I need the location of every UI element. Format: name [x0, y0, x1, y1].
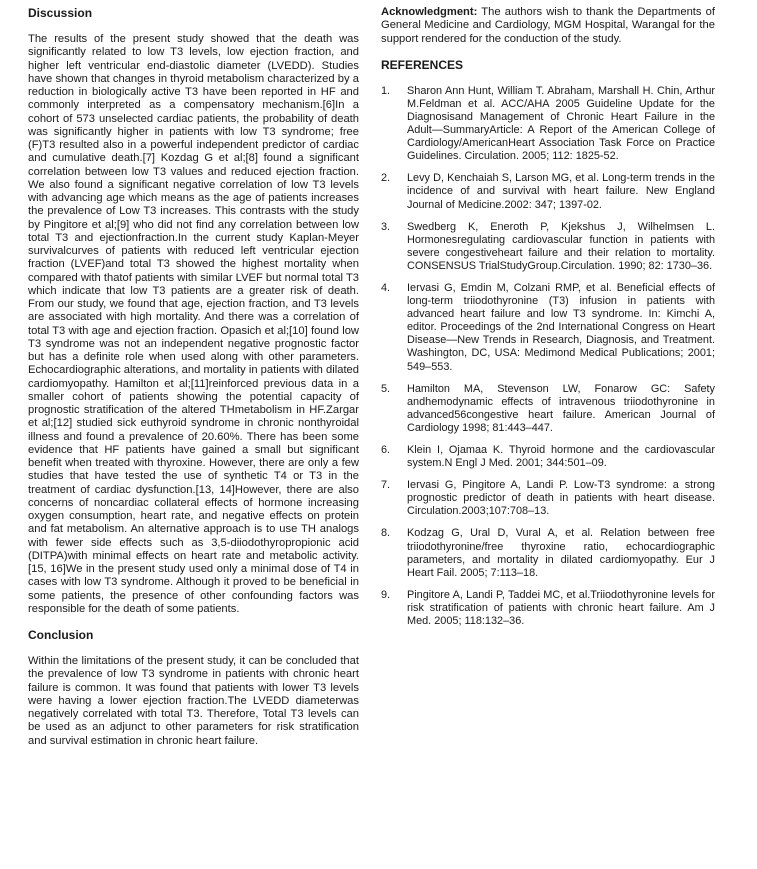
reference-number: 5. — [381, 382, 391, 395]
reference-item — [381, 282, 715, 374]
reference-number: 2. — [381, 172, 391, 185]
reference-item — [381, 221, 715, 273]
reference-text: Sharon Ann Hunt, William T. Abraham, Marshall H. Chin, Arthur M.Feldman et al. ACC/AHA 2005 Guideline Update for the Diagnosisand Management of Chronic Heart Failure in the Adult—SummaryArticle: A Report of the American College of Cardiology/AmericanHeart Association Task Force on Practice Guidelines. Circulation. 2005; 112: 1825-52. — [407, 84, 715, 163]
reference-text: Kodzag G, Ural D, Vural A, et al. Relation between free triiodothyronine/free thyroxine ratio, echocardiographic parameters, and mortality in dilated cardiomyopathy. Eur J Heart Fail. 2005; 7:113–18. — [407, 527, 715, 579]
reference-item — [381, 444, 715, 470]
reference-text: Iervasi G, Pingitore A, Landi P. Low-T3 syndrome: a strong prognostic predictor of death in patients with heart disease. Circulation.2003;107:708–13. — [407, 479, 715, 518]
conclusion-heading: Conclusion — [28, 628, 94, 642]
reference-number: 8. — [381, 527, 391, 540]
reference-number: 7. — [381, 479, 391, 492]
reference-text: Hamilton MA, Stevenson LW, Fonarow GC: Safety andhemodynamic effects of intravenous triiodothyronine in advanced56congestive heart failure. American Journal of Cardiology 1998; 81:443–447. — [407, 382, 715, 434]
reference-text: Swedberg K, Eneroth P, Kjekshus J, Wilhelmsen L. Hormonesregulating cardiovascular function in patients with severe congestiveheart failure and their relation to mortality. CONSENSUS TrialStudyGroup.Circulation. 1990; 82: 1730–36. — [407, 220, 715, 272]
reference-item — [381, 172, 715, 211]
reference-number: 9. — [381, 588, 391, 601]
left-column — [28, 6, 359, 869]
reference-item — [381, 589, 715, 628]
reference-number: 3. — [381, 220, 391, 233]
conclusion-paragraph: Within the limitations of the present study, it can be concluded that the prevalence of low T3 syndrome in patients with chronic heart failure is common. It was found that patients with lower T3 levels were having a lower ejection fraction.The LVEDD diameterwas negatively correlated with total T3. Therefore, Total T3 levels can be used as an adjunct to other parameters for risk stratification and survival estimation in chronic heart failure. — [28, 655, 359, 747]
reference-text: Iervasi G, Emdin M, Colzani RMP, et al. Beneficial effects of long-term triiodothyronine (T3) infusion in patients with advanced heart failure and low T3 syndrome. In: Kimchi A, editor. Proceedings of the 2nd International Congress on Heart Disease—New Trends in Research, Diagnosis, and Treatment. Washington, DC, USA: Medimond Medical Publications; 2001; 549–553. — [407, 281, 715, 373]
reference-item — [381, 479, 715, 518]
reference-item — [381, 85, 715, 164]
reference-number: 1. — [381, 84, 391, 97]
reference-text: Levy D, Kenchaiah S, Larson MG, et al. Long-term trends in the incidence of and survival with heart failure. New England Journal of Medicine.2002: 347; 1397-02. — [407, 172, 715, 211]
reference-number: 6. — [381, 444, 391, 456]
reference-item — [381, 527, 715, 579]
discussion-heading: Discussion — [28, 6, 93, 20]
reference-list — [381, 85, 715, 628]
reference-text: Klein I, Ojamaa K. Thyroid hormone and the cardiovascular system.N Engl J Med. 2001; 344:501–09. — [407, 444, 715, 470]
acknowledgment-label: Acknowledgment: — [381, 6, 478, 18]
acknowledgment — [381, 6, 715, 46]
reference-item — [381, 383, 715, 435]
right-column — [381, 6, 715, 869]
acknowledgment-text: The authors wish to thank the Departments of General Medicine and Cardiology, MGM Hospital, Warangal for the support rendered for the conduction of the study. — [381, 6, 715, 45]
reference-text: Pingitore A, Landi P, Taddei MC, et al.Triiodothyronine levels for risk stratification of patients with chronic heart failure. Am J Med. 2005; 118:132–36. — [407, 588, 715, 628]
reference-number: 4. — [381, 281, 391, 294]
references-heading: REFERENCES — [381, 57, 464, 72]
discussion-paragraph: The results of the present study showed that the death was significantly related to low T3 levels, low ejection fraction, and higher left ventricular end-diastolic diameter (LVEDD). Studies have shown that changes in thyroid metabolism characterized by a reduction in biologically active T3 have been reported in HF and commonly interpreted as a compensatory mechanism.[6]In a cohort of 573 unselected cardiac patients, the probability of death was significantly higher in patients with low T3 syndrome; free (F)T3 resulted also in a powerful independent predictor of cardiac and cumulative death.[7] Kozdag G et al;[8] found a significant correlation between low T3 values and reduced ejection fraction. We also found a significant negative correlation of low T3 levels with advancing age which means as the age of patients increases the prevalence of Low T3 increases. This contrasts with the study by Pingitore et al;[9] who did not find any correlation between low total T3 and ejectionfraction.In the current study Kaplan-Meyer survivalcurves of patients with reduced left ventricular ejection fraction (LVEF)and total T3 showed the highest mortality when compared with thatof patients with similar LVEF but normal total T3 which indicate that low T3 patients are a greater risk of death. From our study, we found that age, ejection fraction, and T3 levels are associated with high mortality. And there was a correlation of total T3 with age and ejection fraction. Opasich et al;[10] found low T3 syndrome was not an independent negative prognostic factor but has a definite role when used along with other parameters. Echocardiographic alterations, and mortality in patients with dilated cardiomyopathy. Hamilton et al;[11]reinforced previous data in a smaller cohort of patients showing the potential capacity of prognostic stratification of the altered THmetabolism in HF.Zargar et al;[12] studied sick euthyroid syndrome in chronic nonthyroidal illness and found a prevalence of 20.60%. There has been some evidence that HF patients have gained a small but significant benefit when treated with thyroxine. However, there are only a few studies that have tested the use of synthetic T4 or T3 in the treatment of cardiac dysfunction.[13, 14]However, there are also concerns of noncardiac collateral effects of hormone increasing oxygen consumption, heart rate, and negative effects on protein and fat metabolism. An alternative approach is to use TH analogs with fewer side effects such as 3,5-diiodothyropropionic acid (DITPA)with minimal effects on heart rate and metabolic activity.[15, 16]We in the present study used only a minimal dose of T4 in cases with low T3 syndrome. Although it proved to be beneficial in some patients, the presence of other confounding factors was responsible for the death of some patients. — [28, 33, 360, 615]
